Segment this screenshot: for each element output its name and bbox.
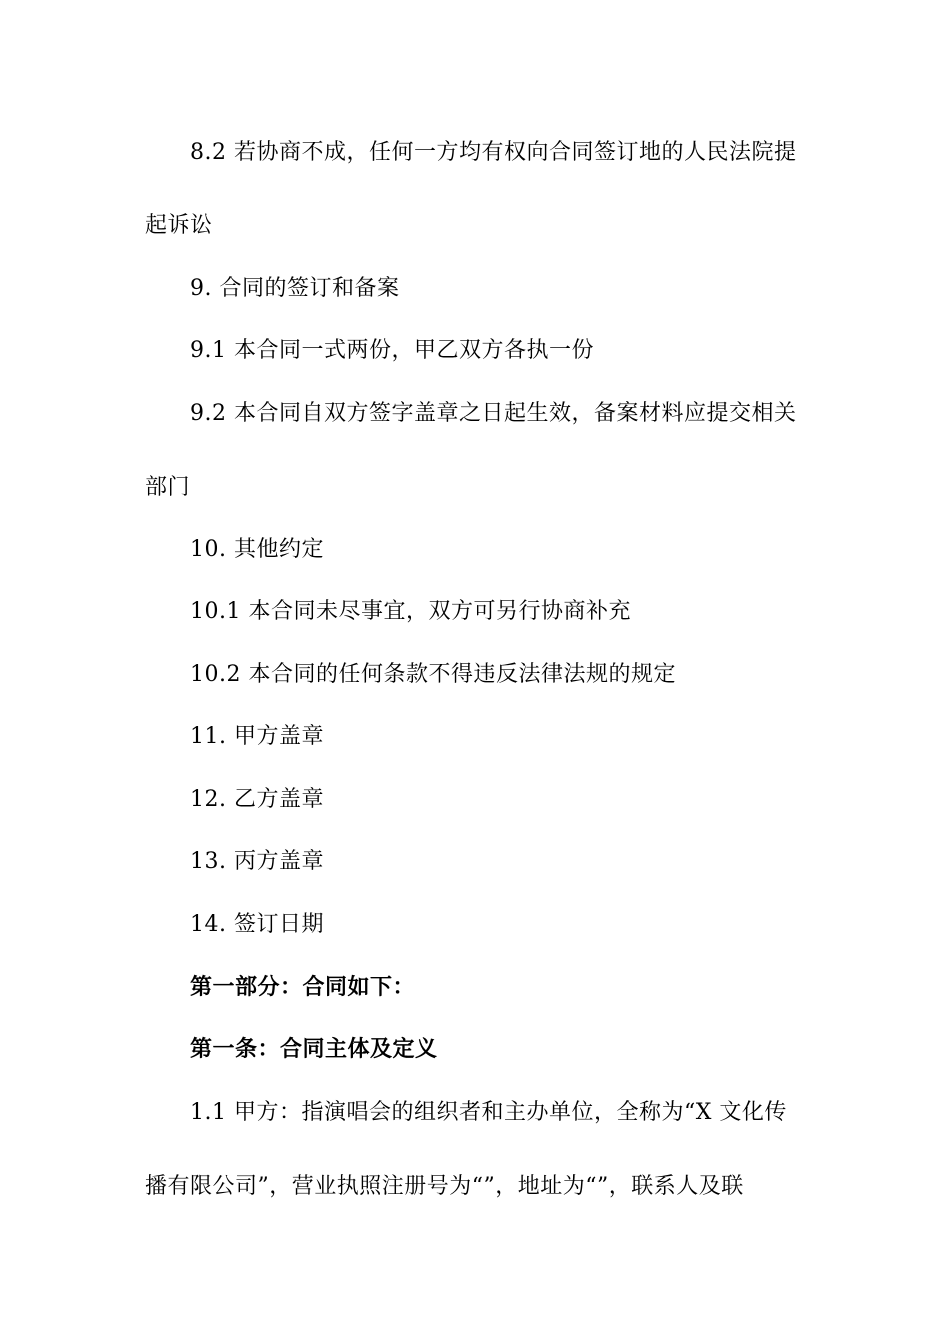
section-12-party-b-seal: 12. 乙方盖章 (190, 787, 324, 812)
section-13-party-c-seal: 13. 丙方盖章 (190, 849, 324, 874)
section-11-party-a-seal: 11. 甲方盖章 (190, 724, 324, 749)
clause-8-2-continuation: 起诉讼 (145, 213, 213, 238)
clause-10-2: 10.2 本合同的任何条款不得违反法律法规的规定 (190, 662, 676, 687)
clause-1-1-continuation: 播有限公司”，营业执照注册号为“”，地址为“”，联系人及联 (145, 1174, 744, 1199)
clause-8-2: 8.2 若协商不成，任何一方均有权向合同签订地的人民法院提 (190, 140, 797, 165)
section-9-heading: 9. 合同的签订和备案 (190, 276, 400, 301)
clause-9-2-continuation: 部门 (145, 475, 191, 500)
clause-10-1: 10.1 本合同未尽事宜，双方可另行协商补充 (190, 599, 631, 624)
part-one-heading: 第一部分：合同如下： (190, 975, 416, 1000)
section-10-heading: 10. 其他约定 (190, 537, 324, 562)
article-one-heading: 第一条：合同主体及定义 (190, 1037, 438, 1062)
clause-1-1: 1.1 甲方：指演唱会的组织者和主办单位，全称为“X 文化传 (190, 1100, 787, 1125)
clause-9-1: 9.1 本合同一式两份，甲乙双方各执一份 (190, 338, 594, 363)
section-14-signing-date: 14. 签订日期 (190, 912, 324, 937)
clause-9-2: 9.2 本合同自双方签字盖章之日起生效，备案材料应提交相关 (190, 401, 797, 426)
